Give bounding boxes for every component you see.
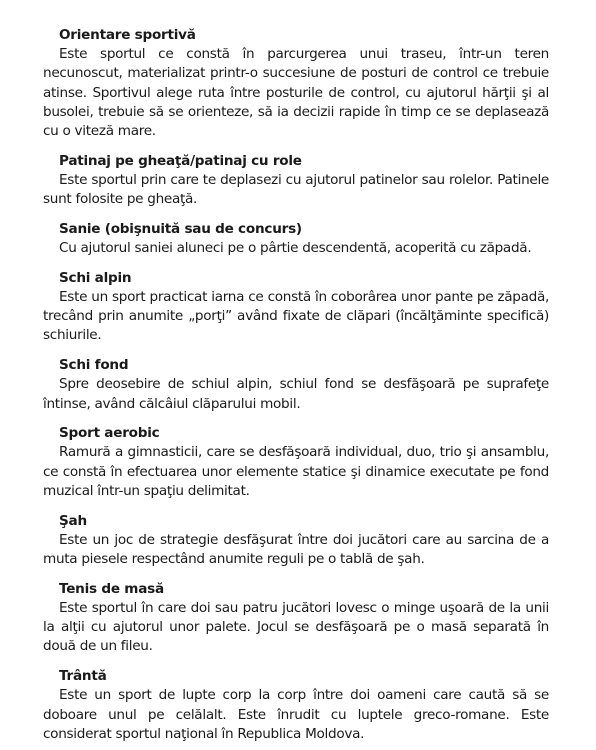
entry-tenis-de-masa [43, 580, 549, 657]
term-heading: Trântă [59, 668, 107, 685]
entry-sah [43, 512, 549, 570]
entry-schi-alpin [43, 269, 549, 346]
term-definition: Este sportul în care doi sau patru jucători lovesc o minge uşoară de la unii la alţii cu ajutorul unor palete. Jocul se desfăşoară pe o masă separată în două de un fileu. [43, 599, 549, 655]
term-heading: Schi fond [59, 357, 129, 374]
entry-sport-aerobic [43, 424, 549, 501]
term-definition: Este sportul prin care te deplasezi cu ajutorul patinelor sau rolelor. Patinele sunt folosite pe gheaţă. [43, 171, 549, 208]
term-heading: Sport aerobic [59, 425, 160, 442]
term-definition: Este sportul ce constă în parcurgerea unui traseu, într-un teren necunoscut, materializat printr-o succesiune de posturi de control ce trebuie atinse. Sportivul alege ruta între posturile de control, cu ajutorul hărţii şi al busolei, trebuie să se orienteze, să ia decizii rapide în timp ce se deplasează cu o viteză mare. [43, 46, 549, 140]
term-heading: Tenis de masă [59, 580, 164, 597]
term-heading: Şah [59, 512, 87, 529]
entry-patinaj [43, 152, 549, 210]
entry-orientare-sportiva [43, 26, 549, 141]
entry-schi-fond [43, 356, 549, 414]
term-definition: Este un sport de lupte corp la corp între doi oameni care caută să se doboare unul pe celălalt. Este înrudit cu luptele greco-romane. Este considerat sportul naţional în Republica Moldova. [43, 687, 549, 742]
term-definition: Cu ajutorul saniei aluneci pe o pârtie descendentă, acoperită cu zăpadă. [59, 240, 532, 257]
term-heading: Patinaj pe gheaţă/patinaj cu role [59, 152, 302, 169]
entry-sanie [59, 220, 549, 258]
term-definition: Ramură a gimnasticii, care se desfăşoară individual, duo, trio şi ansamblu, ce constă în efectuarea unor elemente statice şi dinamice executate pe fond muzical într-un spaţiu delimitat. [43, 444, 549, 499]
term-heading: Schi alpin [59, 269, 132, 286]
term-definition: Este un joc de strategie desfăşurat între doi jucători care au sarcina de a muta piesele respectând anumite reguli pe o tablă de şah. [43, 531, 549, 568]
entry-tranta [43, 667, 549, 744]
term-heading: Orientare sportivă [59, 27, 196, 43]
term-definition: Spre deosebire de schiul alpin, schiul fond se desfăşoară pe suprafeţe întinse, având călcâiul clăparului mobil. [43, 376, 549, 412]
term-heading: Sanie (obişnuită sau de concurs) [59, 221, 302, 238]
term-definition: Este un sport practicat iarna ce constă în coborârea unor pante pe zăpadă, trecând prin anumite „porţi” având fixate de clăpari (încălţăminte specifică) schiurile. [43, 288, 549, 344]
